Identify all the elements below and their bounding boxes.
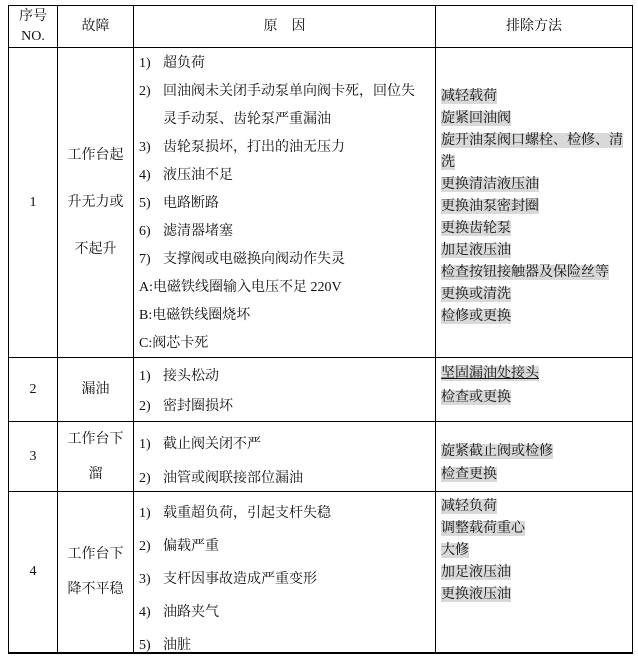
solution-item	[441, 362, 628, 386]
table-row-4	[9, 492, 632, 652]
solution-text: 加足液压油	[441, 565, 511, 580]
row-number-cell	[9, 48, 58, 358]
solution-text: 更换或清洗	[441, 287, 511, 302]
fault-line: 溜	[88, 466, 103, 482]
solution-cell	[436, 422, 632, 492]
header-no-line1: 序号	[19, 8, 47, 24]
cause-item	[139, 162, 427, 190]
cause-text: 油管或阀联接部位漏油	[163, 471, 303, 486]
solution-text: 更换清洁液压油	[441, 177, 539, 192]
cause-text: 油脏	[163, 638, 191, 652]
solution-cell	[436, 48, 632, 358]
fault-cell	[58, 48, 134, 358]
cause-item	[139, 629, 427, 652]
solution-item	[441, 130, 628, 174]
cause-number: 4)	[139, 605, 151, 620]
cause-item	[139, 563, 427, 596]
solution-item	[441, 218, 628, 240]
cause-number: 1)	[139, 506, 151, 521]
table-header-row	[9, 6, 632, 48]
cause-item	[139, 596, 427, 629]
cause-item	[139, 50, 427, 78]
cause-text: B:电磁铁线圈烧坏	[139, 308, 251, 323]
cause-item	[139, 78, 427, 134]
cause-text: C:阀芯卡死	[139, 336, 209, 351]
fault-cell	[58, 422, 134, 492]
cause-item	[139, 302, 427, 330]
solution-text: 加足液压油	[441, 243, 511, 258]
solution-item	[441, 518, 628, 540]
cause-number: 2)	[139, 84, 151, 99]
cause-text: 液压油不足	[163, 168, 233, 183]
solution-text: 更换齿轮泵	[441, 221, 511, 236]
header-no-line2: NO.	[21, 28, 45, 44]
solution-item	[441, 496, 628, 518]
cause-item	[139, 362, 427, 392]
table-row-1	[9, 48, 632, 358]
table-row-3	[9, 422, 632, 492]
cause-text: 密封圈损坏	[163, 399, 233, 414]
solution-item	[441, 562, 628, 584]
solution-item	[441, 463, 628, 486]
solution-text: 检修或更换	[441, 309, 511, 324]
header-cause-label: 原 因	[263, 18, 306, 34]
fault-line: 不起升	[74, 242, 117, 257]
fault-line: 升无力或	[67, 195, 124, 210]
cause-text: 超负荷	[163, 56, 205, 71]
cause-text: A:电磁铁线圈输入电压不足 220V	[139, 280, 342, 295]
fault-cell	[58, 492, 134, 652]
cause-item	[139, 392, 427, 422]
header-no-cell	[9, 6, 58, 48]
cause-item	[139, 274, 427, 302]
solution-text: 更换油泵密封圈	[441, 199, 539, 214]
fault-line: 漏油	[81, 381, 110, 397]
solution-item	[441, 108, 628, 130]
fault-troubleshooting-table	[8, 5, 633, 654]
cause-text: 滤清器堵塞	[163, 224, 233, 239]
row-number: 1	[29, 194, 37, 210]
cause-number: 2)	[139, 539, 151, 554]
cause-item	[139, 497, 427, 530]
cause-text: 截止阀关闭不严	[163, 437, 261, 452]
solution-text: 大修	[441, 543, 469, 558]
cause-item	[139, 428, 427, 462]
header-solution-cell	[436, 6, 632, 48]
solution-item	[441, 386, 628, 410]
cause-text: 支撑阀或电磁换向阀动作失灵	[163, 252, 345, 267]
cause-text: 回油阀未关闭手动泵单向阀卡死，回位失灵手动泵、齿轮泵严重漏油	[163, 84, 415, 127]
header-cause-cell	[134, 6, 436, 48]
solution-item	[441, 86, 628, 108]
solution-item	[441, 196, 628, 218]
cause-text: 电路断路	[163, 196, 219, 211]
solution-text: 调整载荷重心	[441, 521, 525, 536]
solution-item	[441, 240, 628, 262]
cause-number: 2)	[139, 399, 151, 414]
cause-cell	[134, 48, 436, 358]
row-number-cell	[9, 422, 58, 492]
solution-text: 检查按钮接触器及保险丝等	[441, 265, 609, 280]
solution-item	[441, 174, 628, 196]
cause-text: 载重超负荷，引起支杆失稳	[163, 506, 331, 521]
solution-text: 旋紧截止阀或检修	[441, 444, 553, 459]
row-number: 2	[29, 381, 37, 397]
fault-line: 工作台下	[67, 431, 124, 447]
fault-cell	[58, 358, 134, 422]
cause-text: 支杆因事故造成严重变形	[163, 572, 317, 587]
cause-item	[139, 218, 427, 246]
fault-line: 工作台起	[67, 148, 124, 163]
solution-text: 旋紧回油阀	[441, 111, 511, 126]
fault-line: 工作台下	[67, 547, 124, 562]
solution-item	[441, 440, 628, 463]
header-fault-label: 故障	[81, 18, 110, 34]
cause-number: 7)	[139, 252, 151, 267]
cause-number: 5)	[139, 196, 151, 211]
cause-number: 6)	[139, 224, 151, 239]
solution-item	[441, 284, 628, 306]
solution-text: 减轻负荷	[441, 499, 497, 514]
header-fault-cell	[58, 6, 134, 48]
cause-item	[139, 330, 427, 358]
row-number: 3	[29, 448, 37, 464]
cause-cell	[134, 358, 436, 422]
header-solution-label: 排除方法	[506, 18, 562, 34]
solution-text: 旋开油泵阀口螺栓、检修、清洗	[441, 133, 623, 170]
cause-number: 1)	[139, 56, 151, 71]
cause-item	[139, 190, 427, 218]
cause-text: 接头松动	[163, 369, 219, 384]
row-number: 4	[29, 564, 37, 579]
cause-text: 齿轮泵损坏，打出的油无压力	[163, 140, 345, 155]
cause-item	[139, 246, 427, 274]
cause-text: 偏载严重	[163, 539, 219, 554]
cause-number: 3)	[139, 140, 151, 155]
solution-text: 检查或更换	[441, 390, 511, 405]
solution-item	[441, 306, 628, 328]
cause-item	[139, 462, 427, 492]
solution-item	[441, 540, 628, 562]
solution-cell	[436, 492, 632, 652]
cause-cell	[134, 422, 436, 492]
solution-cell	[436, 358, 632, 422]
solution-text: 减轻载荷	[441, 89, 497, 104]
cause-number: 3)	[139, 572, 151, 587]
cause-number: 1)	[139, 437, 151, 452]
cause-number: 1)	[139, 369, 151, 384]
solution-text: 检查更换	[441, 467, 497, 482]
solution-text: 更换液压油	[441, 587, 511, 602]
row-number-cell	[9, 358, 58, 422]
solution-item	[441, 584, 628, 606]
solution-item	[441, 262, 628, 284]
row-number-cell	[9, 492, 58, 652]
solution-text: 坚固漏油处接头	[441, 366, 539, 381]
cause-item	[139, 530, 427, 563]
cause-number: 2)	[139, 471, 151, 486]
cause-item	[139, 134, 427, 162]
cause-text: 油路夹气	[163, 605, 219, 620]
fault-line: 降不平稳	[67, 582, 124, 597]
cause-number: 5)	[139, 638, 151, 652]
cause-number: 4)	[139, 168, 151, 183]
cause-cell	[134, 492, 436, 652]
table-row-2	[9, 358, 632, 422]
